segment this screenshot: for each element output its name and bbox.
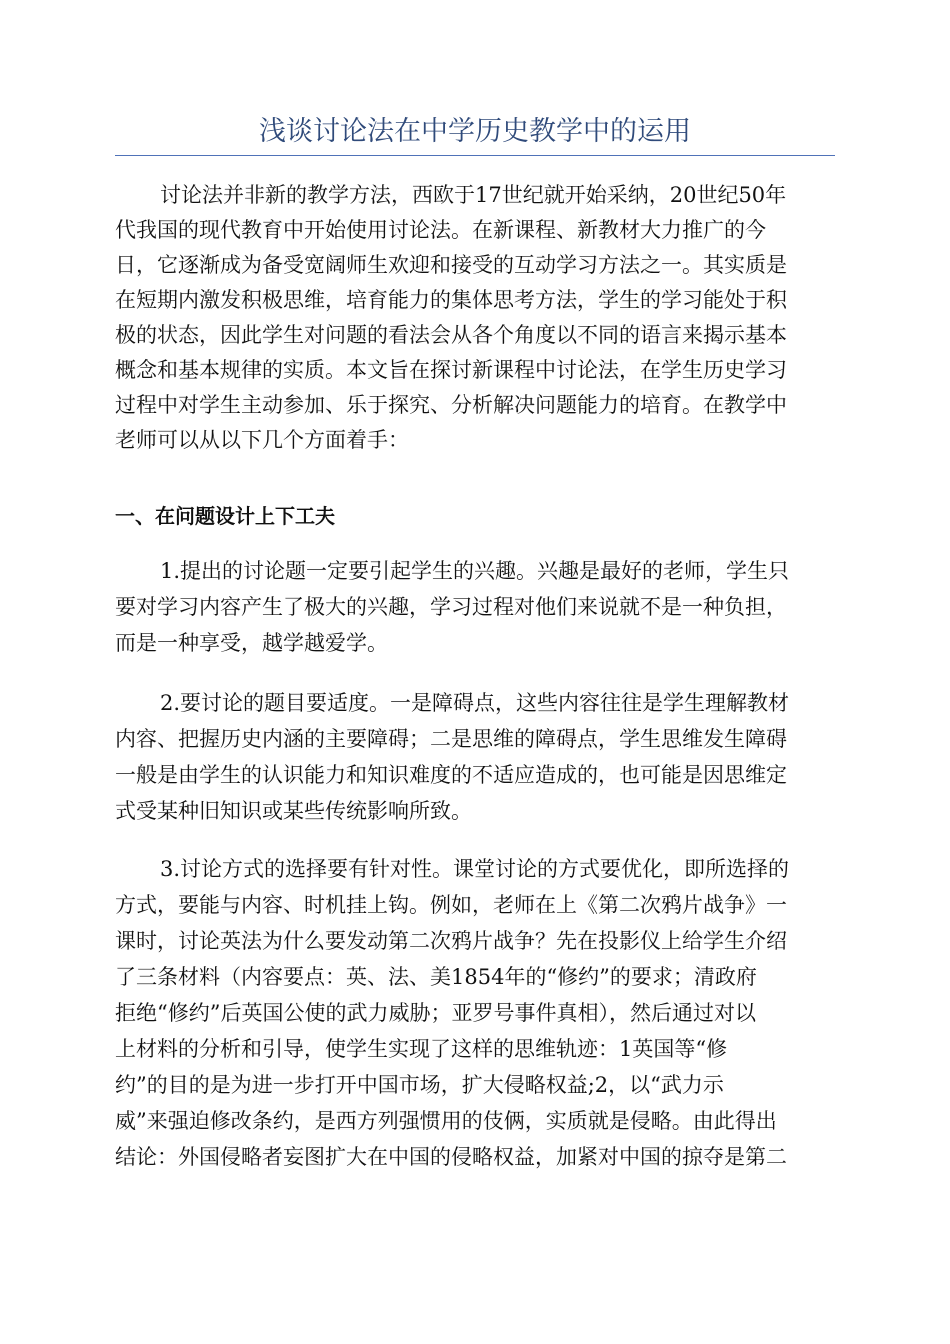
point3-line: 上材料的分析和引导，使学生实现了这样的思维轨迹：1英国等“修 xyxy=(115,1037,728,1061)
point3-line: 课时，讨论英法为什么要发动第二次鸦片战争？先在投影仪上给学生介绍 xyxy=(115,929,787,953)
document-title: 浅谈讨论法在中学历史教学中的运用 xyxy=(259,116,691,147)
point1-line: 而是一种享受，越学越爱学。 xyxy=(115,631,388,655)
point3-line: 结论：外国侵略者妄图扩大在中国的侵略权益，加紧对中国的掠夺是第二 xyxy=(115,1145,787,1169)
intro-line: 代我国的现代教育中开始使用讨论法。在新课程、新教材大力推广的今 xyxy=(115,218,766,242)
point2-line: 内容、把握历史内涵的主要障碍；二是思维的障碍点，学生思维发生障碍 xyxy=(115,727,787,751)
section-heading: 一、在问题设计上下工夫 xyxy=(115,504,335,528)
point2-line: 一般是由学生的认识能力和知识难度的不适应造成的，也可能是因思维定 xyxy=(115,763,787,787)
intro-line: 讨论法并非新的教学方法，西欧于17世纪就开始采纳，20世纪50年 xyxy=(160,183,787,207)
intro-line: 日，它逐渐成为备受宽阔师生欢迎和接受的互动学习方法之一。其实质是 xyxy=(115,253,787,277)
intro-line: 老师可以从以下几个方面着手： xyxy=(115,428,409,452)
point3-line: 了三条材料（内容要点：英、法、美1854年的“修约”的要求；清政府 xyxy=(115,965,757,989)
point3-line: 约”的目的是为进一步打开中国市场，扩大侵略权益;2，以“武力示 xyxy=(115,1073,724,1097)
intro-line: 概念和基本规律的实质。本文旨在探讨新课程中讨论法，在学生历史学习 xyxy=(115,358,787,382)
point1-line: 1.提出的讨论题一定要引起学生的兴趣。兴趣是最好的老师，学生只 xyxy=(160,559,790,583)
title-underline xyxy=(115,155,835,156)
point3-line: 3.讨论方式的选择要有针对性。课堂讨论的方式要优化，即所选择的 xyxy=(160,857,790,881)
point3-line: 威”来强迫修改条约，是西方列强惯用的伎俩，实质就是侵略。由此得出 xyxy=(115,1109,777,1133)
point2-line: 2.要讨论的题目要适度。一是障碍点，这些内容往往是学生理解教材 xyxy=(160,691,790,715)
point1-line: 要对学习内容产生了极大的兴趣，学习过程对他们来说就不是一种负担， xyxy=(115,595,787,619)
point3-line: 拒绝“修约”后英国公使的武力威胁；亚罗号事件真相），然后通过对以 xyxy=(115,1001,756,1025)
intro-line: 在短期内激发积极思维，培育能力的集体思考方法，学生的学习能处于积 xyxy=(115,288,787,312)
intro-line: 极的状态，因此学生对问题的看法会从各个角度以不同的语言来揭示基本 xyxy=(115,323,787,347)
point2-line: 式受某种旧知识或某些传统影响所致。 xyxy=(115,799,472,823)
intro-line: 过程中对学生主动参加、乐于探究、分析解决问题能力的培育。在教学中 xyxy=(115,393,787,417)
point3-line: 方式，要能与内容、时机挂上钩。例如，老师在上《第二次鸦片战争》一 xyxy=(115,893,787,917)
